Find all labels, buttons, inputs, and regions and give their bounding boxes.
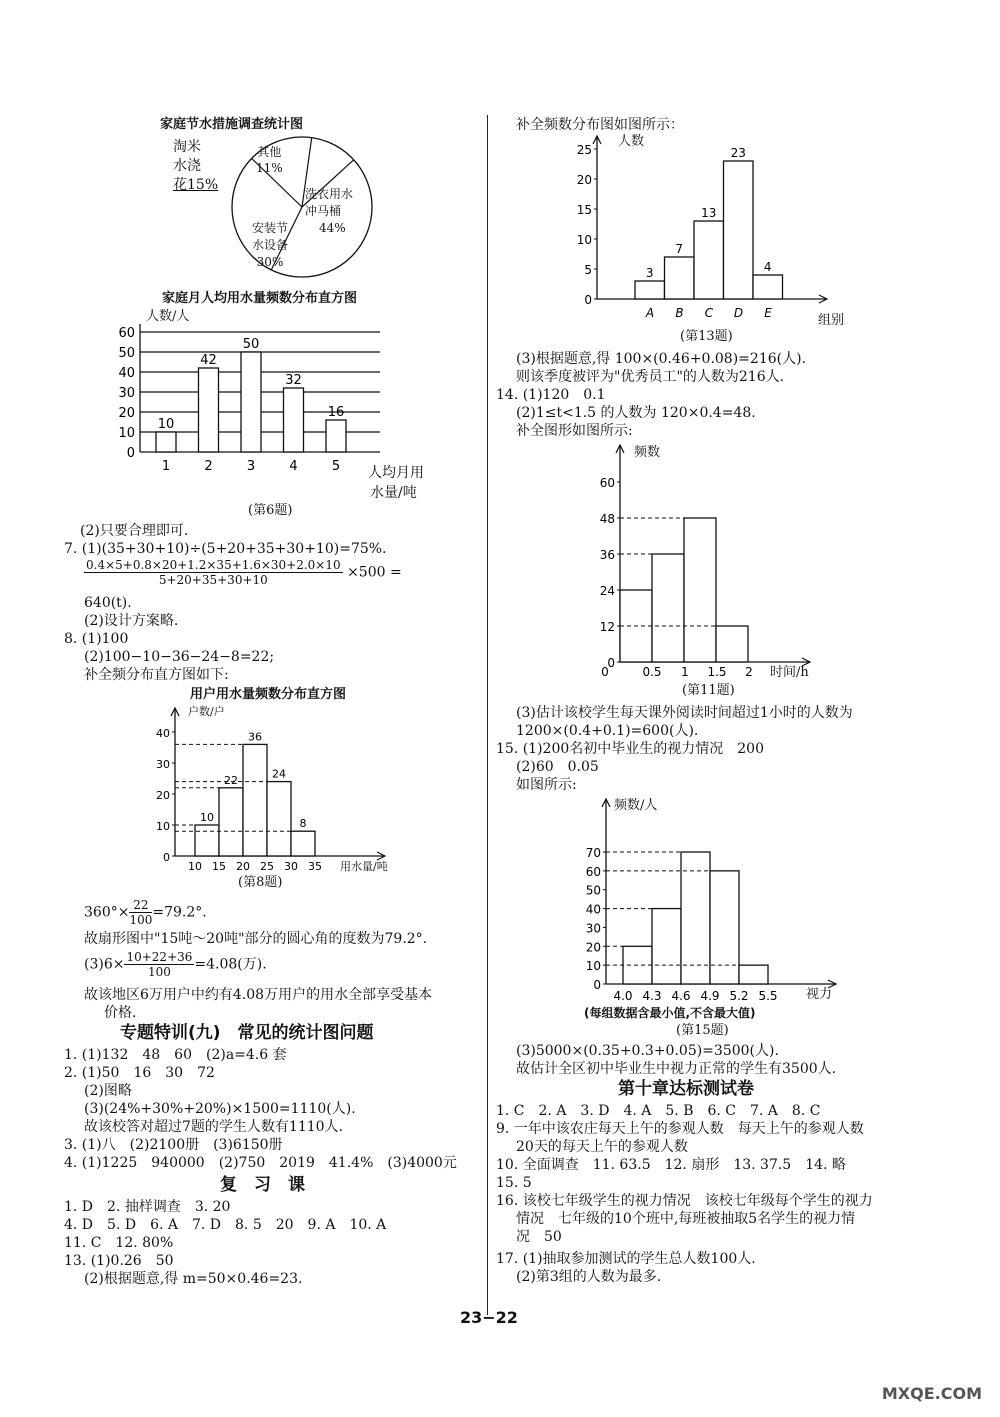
bar-value-label: 50 xyxy=(242,337,260,352)
chart15-histogram xyxy=(570,794,870,1004)
special-line-7: 4. (1)1225 940000 (2)750 2019 41.4% (3)4000元 xyxy=(64,1155,457,1171)
y-tick-label: 40 xyxy=(118,366,135,381)
y-tick-label: 15 xyxy=(576,203,592,217)
bar-value-label: 10 xyxy=(200,811,214,824)
x-tick-label: 5 xyxy=(331,459,341,474)
bar xyxy=(195,825,219,856)
bar-value-label: 36 xyxy=(248,730,262,744)
right-line-1: (3)根据题意,得 100×(0.46+0.08)=216(人). xyxy=(516,351,807,367)
heading-review: 复 习 课 xyxy=(220,1175,305,1195)
review-line-5: (2)根据题意,得 m=50×0.46=23. xyxy=(84,1271,303,1287)
left-line-10: 故扇形图中"15吨～20吨"部分的圆心角的度数为79.2°. xyxy=(84,931,428,947)
y-tick-label: 20 xyxy=(576,173,592,187)
x-tick-label: 0.5 xyxy=(642,665,662,679)
y-tick-label: 20 xyxy=(118,406,135,421)
chart15-caption: (第15题) xyxy=(676,1023,729,1038)
bar xyxy=(326,420,346,452)
y-tick-label: 30 xyxy=(585,921,601,936)
bar xyxy=(199,368,219,452)
left-line-7: (2)100−10−36−24−8=22; xyxy=(84,649,275,665)
bar-value-label: 8 xyxy=(299,817,307,831)
y-tick-label: 60 xyxy=(585,864,601,879)
left-line-12: 故该地区6万用户中约有4.08万用户的用水全部享受基本 xyxy=(84,987,433,1003)
x-tick-label: E xyxy=(764,306,772,320)
test-line-5: 15. 5 xyxy=(496,1175,532,1191)
y-tick-label: 25 xyxy=(576,143,592,157)
chart8-caption: (第8题) xyxy=(238,875,283,890)
chart13-caption: (第13题) xyxy=(680,329,733,344)
y-tick-label: 20 xyxy=(585,940,601,955)
bar xyxy=(635,281,665,299)
left-line-13: 价格. xyxy=(104,1005,137,1021)
left-line-2: 7. (1)(35+30+10)÷(5+20+35+30+10)=75%. xyxy=(64,541,387,557)
bar-value-label: 7 xyxy=(675,242,684,256)
y-tick-label: 5 xyxy=(584,263,592,277)
bar xyxy=(652,909,681,984)
test-line-8: 况 50 xyxy=(516,1229,562,1245)
bar xyxy=(243,744,267,856)
bar-value-label: 10 xyxy=(157,417,175,432)
left-line-9: 360°× $\frac{22}{100}$ =79.2°. xyxy=(84,898,207,927)
right-line-5: 补全图形如图所示: xyxy=(516,423,633,439)
column-divider xyxy=(487,115,488,1315)
chart13-histogram xyxy=(560,132,860,332)
chart15-xlabel: 视力 xyxy=(806,987,833,1002)
special-line-4: (3)(24%+30%+20%)×1500=1110(人). xyxy=(84,1101,356,1117)
left-line-6: 8. (1)100 xyxy=(64,631,129,647)
right-line-7: 1200×(0.4+0.1)=600(人). xyxy=(516,723,699,739)
chart6-xlabel-1: 人均月用 xyxy=(368,465,424,481)
y-tick-label: 24 xyxy=(599,584,615,598)
chart8-xlabel: 用水量/吨 xyxy=(340,860,388,873)
review-line-4: 13. (1)0.26 50 xyxy=(64,1253,174,1269)
right-line-2: 则该季度被评为"优秀员工"的人数为216人. xyxy=(516,369,785,385)
y-tick-label: 30 xyxy=(156,758,170,771)
bar-value-label: 22 xyxy=(224,773,238,787)
special-line-5: 故该校答对超过7题的学生人数有1110人. xyxy=(84,1119,343,1135)
bar xyxy=(241,352,261,452)
chart8-title: 用户用水量频数分布直方图 xyxy=(190,687,347,702)
pie-label-equip: 安装节 水设备 30% xyxy=(252,221,289,269)
x-tick-label: D xyxy=(733,306,744,320)
x-tick-label: 35 xyxy=(308,860,322,873)
right-line-12: 故估计全区初中毕业生中视力正常的学生有3500人. xyxy=(516,1061,837,1077)
right-line-6: (3)估计该校学生每天课外阅读时间超过1小时的人数为 xyxy=(516,705,853,721)
y-tick-label: 30 xyxy=(118,386,135,401)
bar-value-label: 42 xyxy=(200,353,217,368)
bar xyxy=(724,161,754,299)
test-line-10: (2)第3组的人数为最多. xyxy=(516,1269,662,1285)
x-tick-label: 30 xyxy=(284,860,298,873)
bar-value-label: 24 xyxy=(272,767,286,781)
left-line-11: (3)6× $\frac{10+22+36}{100}$ =4.08(万). xyxy=(84,950,267,979)
right-line-8: 15. (1)200名初中毕业生的视力情况 200 xyxy=(496,741,764,757)
test-line-7: 情况 七年级的10个班中,每班被抽取5名学生的视力情 xyxy=(516,1211,856,1227)
bar xyxy=(681,852,710,984)
x-tick-label: 4.9 xyxy=(700,989,720,1003)
y-tick-label: 50 xyxy=(118,346,135,361)
x-tick-label: B xyxy=(675,306,684,320)
special-line-1: 1. (1)132 48 60 (2)a=4.6 套 xyxy=(64,1047,287,1063)
x-tick-label: 1 xyxy=(681,665,689,679)
y-tick-label: 10 xyxy=(118,426,135,441)
y-tick-label: 0 xyxy=(584,293,592,307)
page-number: 23−22 xyxy=(460,1308,518,1327)
y-tick-label: 60 xyxy=(118,326,135,341)
y-tick-label: 10 xyxy=(156,820,170,833)
bar xyxy=(156,432,176,452)
chart15-ylabel: 频数/人 xyxy=(614,798,658,813)
y-tick-label: 36 xyxy=(599,548,615,562)
y-tick-label: 0 xyxy=(593,978,601,992)
y-tick-label: 60 xyxy=(599,476,615,490)
watermark: MXQE.COM xyxy=(881,1384,982,1403)
x-tick-label: 2 xyxy=(204,459,213,474)
pie-outer-label xyxy=(173,138,218,195)
x-tick-label: C xyxy=(704,306,714,320)
y-tick-label: 48 xyxy=(599,512,615,526)
test-line-1: 1. C 2. A 3. D 4. A 5. B 6. C 7. A 8. C xyxy=(496,1103,821,1119)
y-tick-label: 0 xyxy=(126,446,135,461)
left-line-3: $\frac{0.4\times 5+0.8\times 20+1.2\times 35+1.6\times 30+2.0\times 10}{5+20+35+30+10}$ ×500 = xyxy=(86,558,402,587)
x-tick-label: 5.2 xyxy=(729,989,749,1003)
bar xyxy=(710,871,739,984)
pie-outer-line-1: 淘米 xyxy=(173,139,201,155)
bar xyxy=(739,965,768,984)
x-tick-label: 10 xyxy=(188,860,202,873)
special-line-2: 2. (1)50 16 30 72 xyxy=(64,1065,215,1081)
x-tick-label: 2 xyxy=(745,665,753,679)
pie-chart xyxy=(222,134,382,284)
chart6-caption: (第6题) xyxy=(248,503,293,518)
test-line-2: 9. 一年中该农庄每天上午的参观人数 每天上午的参观人数 xyxy=(496,1121,864,1137)
bar-value-label: 32 xyxy=(285,373,302,388)
y-tick-label: 70 xyxy=(585,846,601,860)
x-tick-label: 5.5 xyxy=(758,989,778,1003)
chart11-caption: (第11题) xyxy=(682,683,735,698)
review-line-3: 11. C 12. 80% xyxy=(64,1235,174,1251)
chart6-xlabel-2: 水量/吨 xyxy=(370,485,417,501)
left-line-8: 补全频分布直方图如下: xyxy=(84,667,229,683)
y-tick-label: 50 xyxy=(585,883,601,898)
fraction-7: $\frac{0.4\times 5+0.8\times 20+1.2\times 35+1.6\times 30+2.0\times 10}{5+20+35+30+10}$ xyxy=(86,558,341,587)
x-tick-label: 15 xyxy=(212,860,226,873)
pie-label-wash: 洗衣用水 冲马桶 44% xyxy=(305,187,354,235)
review-line-2: 4. D 5. D 6. A 7. D 8. 5 20 9. A 10. A xyxy=(64,1217,387,1233)
chart13-ylabel: 人数 xyxy=(618,134,645,149)
heading-test: 第十章达标测试卷 xyxy=(618,1079,754,1099)
chart13-intro: 补全频数分布图如图所示： xyxy=(516,117,684,133)
chart11-histogram xyxy=(585,440,845,690)
y-tick-label: 0 xyxy=(163,851,170,864)
heading-special: 专题特训(九) 常见的统计图问题 xyxy=(120,1023,374,1043)
right-line-3: 14. (1)120 0.1 xyxy=(496,387,606,403)
bar xyxy=(284,388,304,452)
special-line-3: (2)图略 xyxy=(84,1083,132,1099)
chart8-ylabel: 户数/户 xyxy=(188,705,225,718)
y-tick-label: 40 xyxy=(156,727,170,740)
bar xyxy=(267,782,291,856)
test-line-6: 16. 该校七年级学生的视力情况 该校七年级每个学生的视力 xyxy=(496,1193,873,1209)
pie-title: 家庭节水措施调查统计图 xyxy=(160,117,304,132)
x-tick-label: 4 xyxy=(289,459,298,474)
test-line-9: 17. (1)抽取参加测试的学生总人数100人. xyxy=(496,1251,756,1267)
x-tick-label: 4.6 xyxy=(671,989,691,1003)
pie-outer-line-3: 花15% xyxy=(173,177,219,193)
chart11-xlabel: 时间/h xyxy=(770,665,809,680)
y-tick-label: 20 xyxy=(156,789,170,802)
bar-value-label: 16 xyxy=(327,405,345,420)
y-tick-label: 10 xyxy=(585,959,601,974)
y-tick-label: 12 xyxy=(599,620,615,634)
x-tick-label: 4.3 xyxy=(642,989,662,1003)
chart15-note: (每组数据含最小值,不含最大值) xyxy=(584,1006,756,1020)
right-line-10: 如图所示: xyxy=(516,777,577,793)
pie-label-other: 其他 11% xyxy=(256,145,283,175)
x-tick-label: 1.5 xyxy=(707,665,727,679)
x-tick-label: 0 xyxy=(601,665,609,679)
chart8-histogram xyxy=(140,700,440,880)
test-line-4: 10. 全面调查 11. 63.5 12. 扇形 13. 37.5 14. 略 xyxy=(496,1157,846,1173)
x-tick-label: A xyxy=(645,306,655,320)
bar xyxy=(219,788,243,856)
bar xyxy=(652,554,684,662)
chart6-title: 家庭月人均用水量频数分布直方图 xyxy=(162,291,358,306)
left-line-1: (2)只要合理即可. xyxy=(80,523,189,539)
test-line-3: 20天的每天上午的参观人数 xyxy=(516,1139,688,1155)
bar xyxy=(716,626,748,662)
y-tick-label: 10 xyxy=(576,233,592,247)
bar xyxy=(694,221,724,299)
bar xyxy=(684,518,716,662)
bar xyxy=(753,275,783,299)
y-tick-label: 40 xyxy=(585,902,601,917)
right-line-4: (2)1≤t<1.5 的人数为 120×0.4=48. xyxy=(516,405,756,421)
x-tick-label: 4.0 xyxy=(613,989,633,1003)
chart6-ylabel: 人数/人 xyxy=(146,309,190,324)
bar-value-label: 3 xyxy=(645,266,654,280)
x-tick-label: 1 xyxy=(161,459,171,474)
chart13-xlabel: 组别 xyxy=(818,313,845,328)
x-tick-label: 20 xyxy=(236,860,250,873)
x-tick-label: 25 xyxy=(260,860,274,873)
chart11-ylabel: 频数 xyxy=(634,445,661,460)
y-tick-label: 0 xyxy=(607,656,615,670)
bar-value-label: 4 xyxy=(763,260,772,274)
right-line-9: (2)60 0.05 xyxy=(516,759,599,775)
x-tick-label: 3 xyxy=(246,459,256,474)
fraction-8b: $\frac{10+22+36}{100}$ xyxy=(126,950,193,979)
left-line-4: 640(t). xyxy=(84,595,132,611)
left-line-5: (2)设计方案略. xyxy=(84,613,179,629)
fraction-8: $\frac{22}{100}$ xyxy=(129,898,153,927)
bar xyxy=(291,831,315,856)
pie-outer-line-2: 水浇 xyxy=(173,158,201,174)
review-line-1: 1. D 2. 抽样调查 3. 20 xyxy=(64,1199,231,1215)
right-line-11: (3)5000×(0.35+0.3+0.05)=3500(人). xyxy=(516,1043,779,1059)
bar-value-label: 23 xyxy=(730,146,746,160)
bar-value-label: 13 xyxy=(701,206,717,220)
bar xyxy=(665,257,695,299)
special-line-6: 3. (1)八 (2)2100册 (3)6150册 xyxy=(64,1137,283,1153)
